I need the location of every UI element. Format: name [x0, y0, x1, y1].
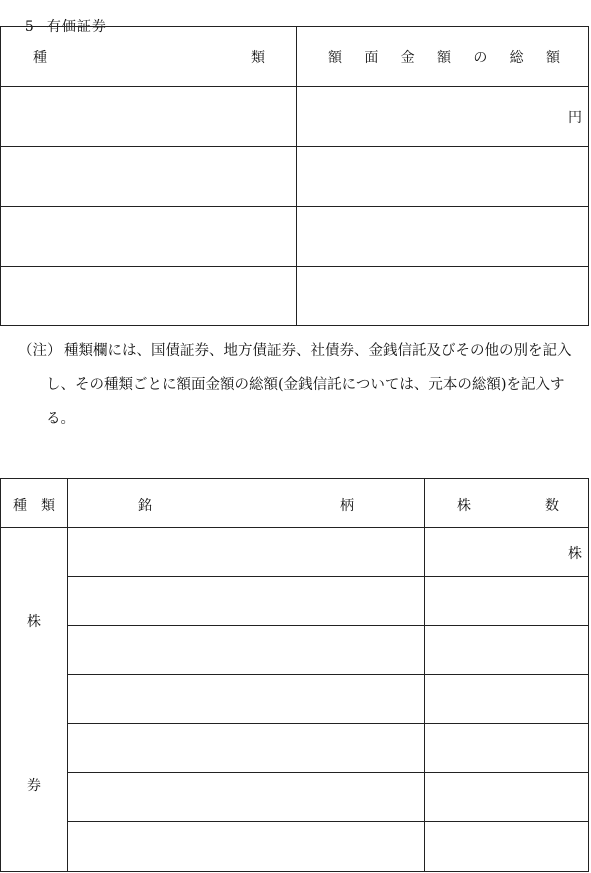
table-row [1, 147, 588, 207]
header-char: 金 [400, 50, 415, 66]
table-row [1, 267, 588, 325]
header-char: 類 [251, 50, 265, 66]
kind-label-top: 株 [27, 614, 41, 630]
header-char: 株 [457, 498, 471, 514]
row-divider [1, 527, 588, 528]
table-header-row [1, 27, 588, 87]
section-title: 有価証券 [46, 19, 107, 35]
header-kind [13, 495, 55, 515]
note-text: 種類欄には、国債証券、地方債証券、社債券、金銭信託及びその他の別を記入 [64, 343, 572, 359]
note-line [18, 334, 588, 368]
header-kind [33, 47, 265, 67]
note [18, 334, 588, 436]
row-divider [67, 723, 588, 724]
header-char: 面 [364, 50, 379, 66]
header-char: 種 [33, 50, 47, 66]
header-char: の [473, 50, 488, 66]
header-issue-name [138, 495, 354, 515]
column-divider [67, 479, 68, 871]
column-divider [424, 479, 425, 871]
header-char: 銘 [138, 498, 152, 514]
table-row [1, 207, 588, 267]
securities-table [0, 26, 589, 326]
header-char: 柄 [340, 498, 354, 514]
header-char: 額 [328, 50, 342, 66]
header-char: 類 [41, 498, 55, 514]
kind-label-bottom: 券 [27, 778, 41, 794]
table-row [1, 87, 588, 147]
note-label: （注） [18, 343, 62, 359]
note-line: る。 [46, 411, 75, 427]
row-divider [67, 674, 588, 675]
row-divider [67, 576, 588, 577]
row-divider [67, 772, 588, 773]
header-char: 種 [13, 498, 27, 514]
header-face-value-total [328, 47, 560, 67]
row-divider [67, 821, 588, 822]
row-divider [67, 625, 588, 626]
header-char: 数 [545, 498, 559, 514]
unit-label: 株 [568, 546, 582, 562]
header-char: 額 [436, 50, 451, 66]
stock-table [0, 478, 589, 872]
note-line: し、その種類ごとに額面金額の総額(金銭信託については、元本の総額)を記入す [46, 377, 565, 393]
section-number: 5 [24, 19, 35, 35]
header-share-count [457, 495, 559, 515]
header-char: 総 [509, 50, 524, 66]
unit-label: 円 [568, 110, 582, 126]
header-char: 額 [545, 50, 560, 66]
